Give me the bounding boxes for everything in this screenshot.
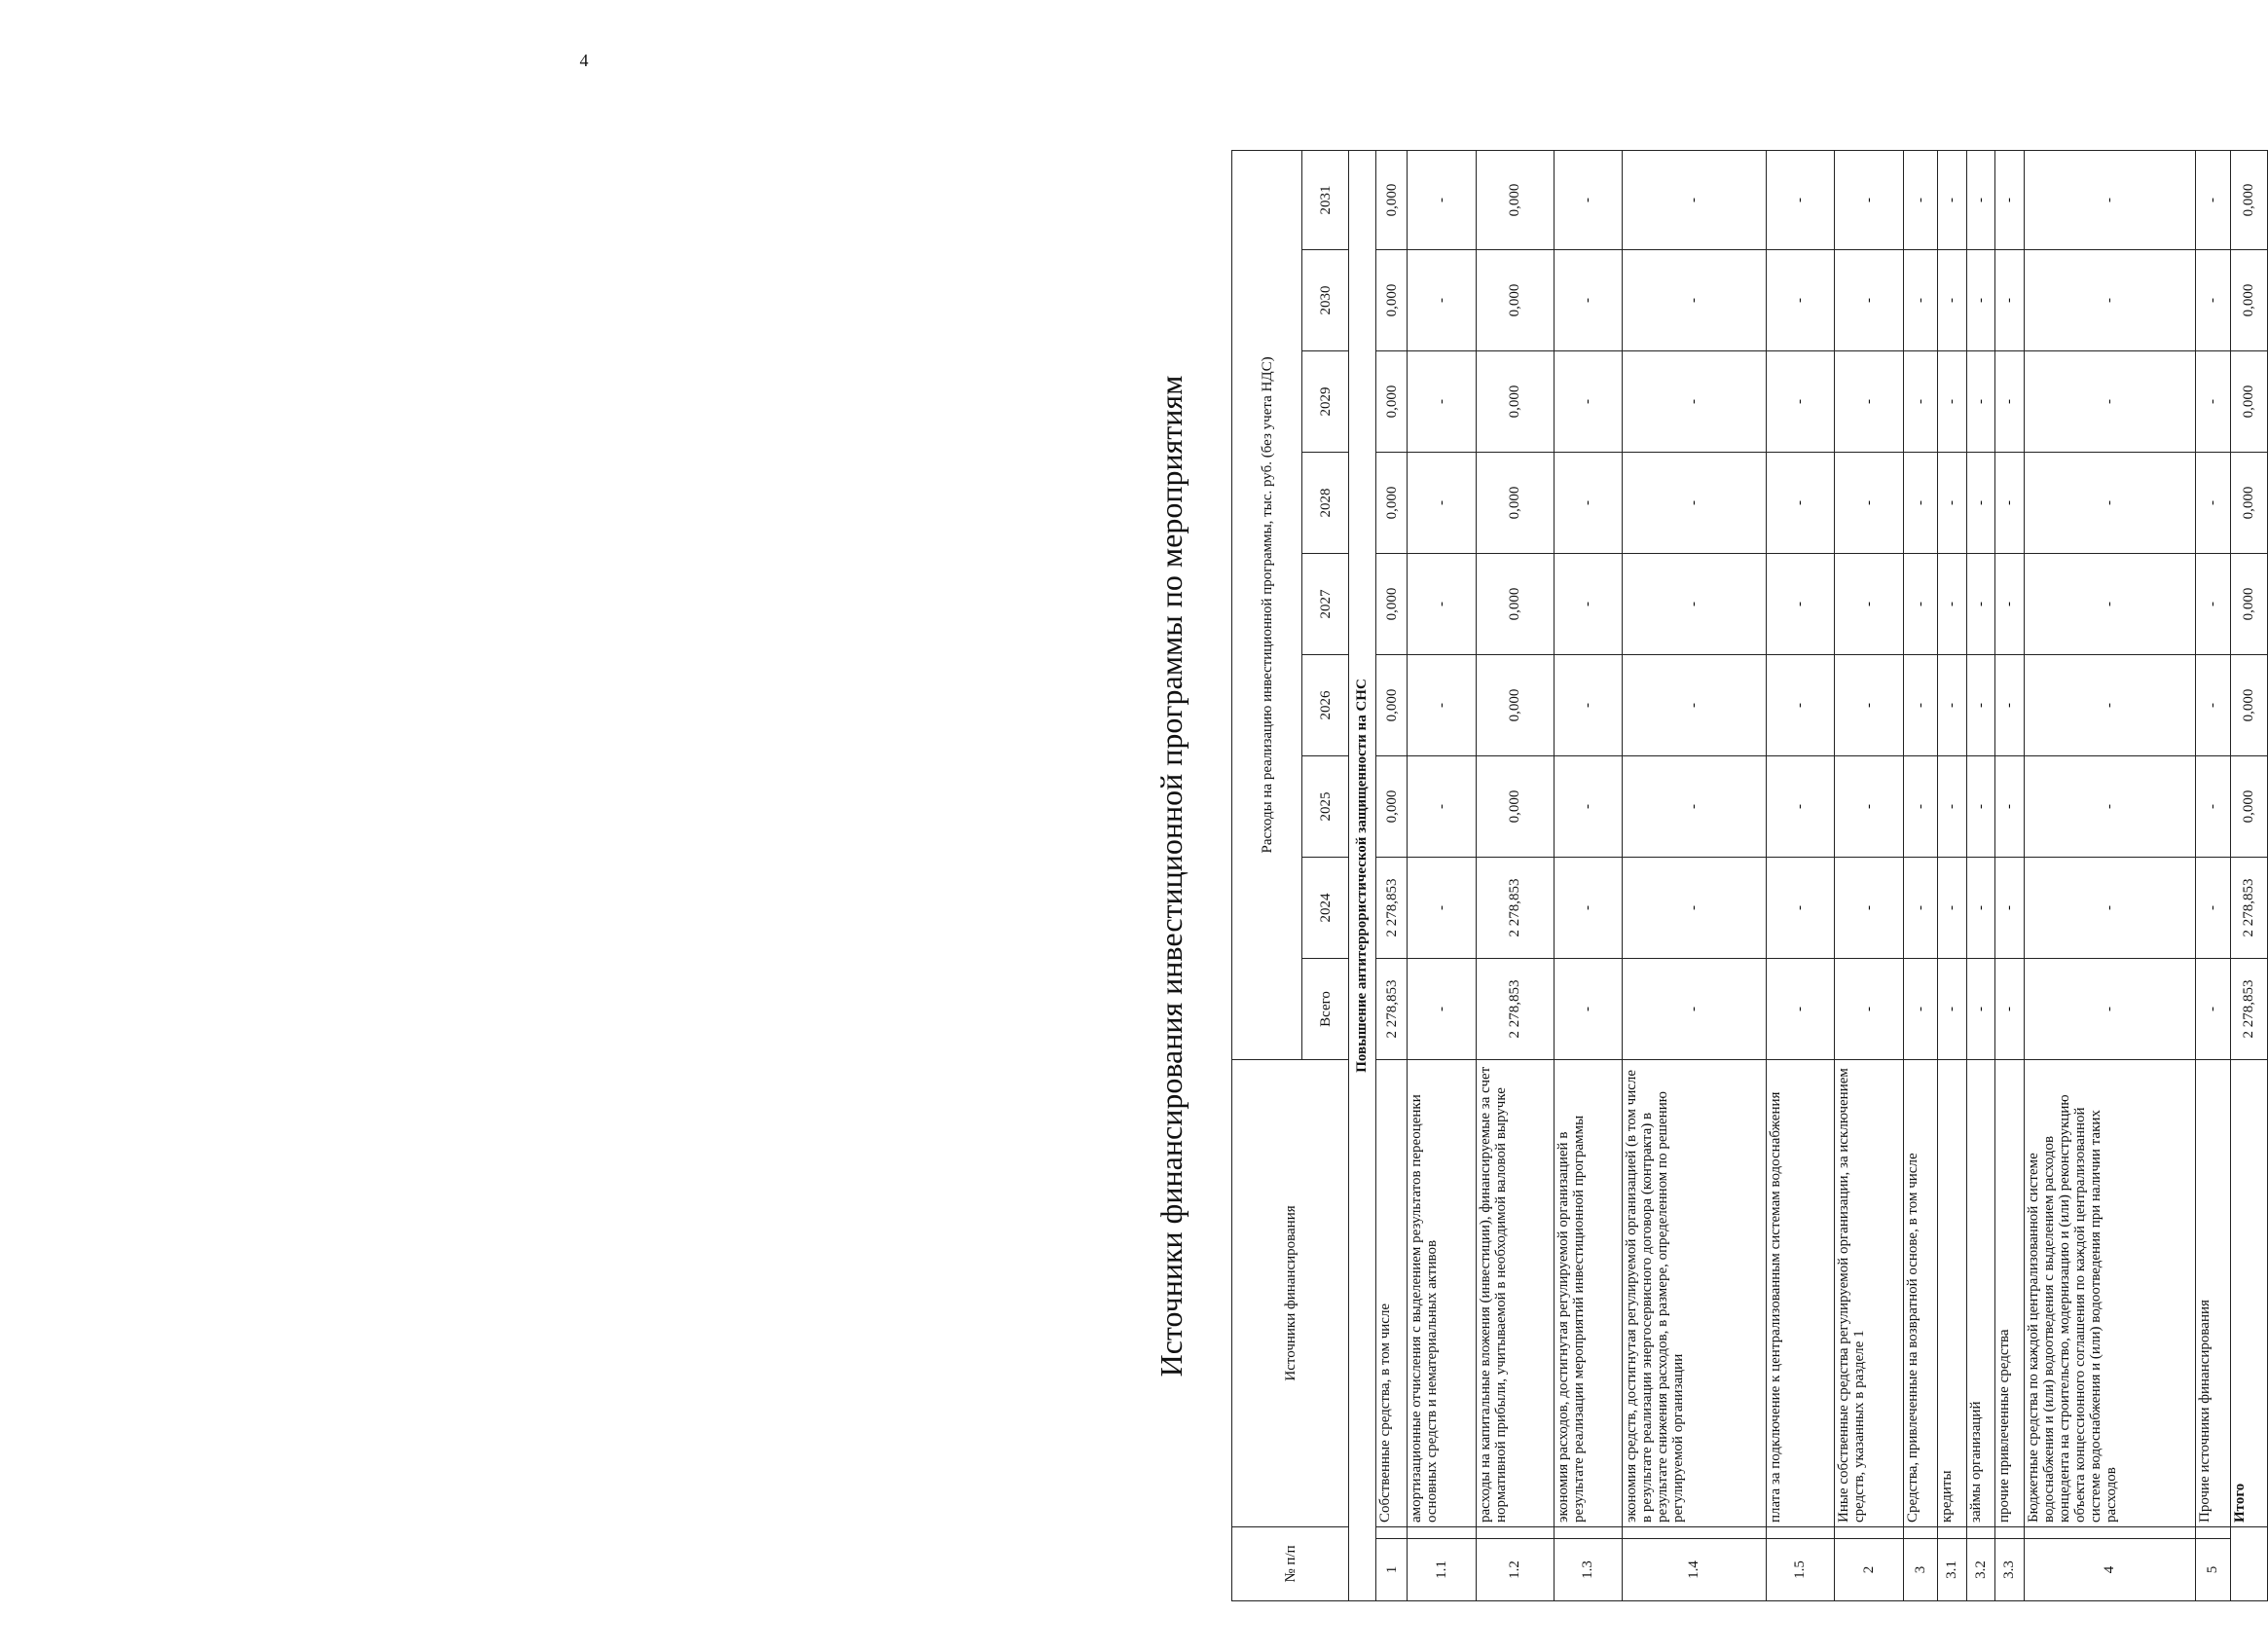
- value-cell: -: [1995, 958, 2024, 1059]
- value-cell: 2 278,853: [2230, 857, 2267, 958]
- value-cell: -: [1554, 452, 1623, 553]
- row-num-cell: 1.3: [1554, 1539, 1623, 1601]
- rotated-page-content: [1134, 151, 2268, 1601]
- header-col-2028: 2028: [1302, 452, 1349, 553]
- value-cell: 0,000: [1375, 249, 1407, 350]
- value-cell: 0,000: [1375, 350, 1407, 452]
- value-cell: -: [2196, 452, 2230, 553]
- value-cell: -: [1554, 150, 1623, 249]
- document-title: Источники финансирования инвестиционной программы по мероприятиям: [1153, 375, 1189, 1377]
- value-cell: -: [1835, 857, 1904, 958]
- value-cell: 0,000: [1375, 452, 1407, 553]
- row-stub-cell: [1375, 1526, 1407, 1538]
- header-expenses-group: Расходы на реализацию инвестиционной программы, тыс. руб. (без учета НДС): [1232, 150, 1302, 1059]
- value-cell: -: [2024, 150, 2196, 249]
- value-cell: -: [1995, 150, 2024, 249]
- value-cell: 0,000: [2230, 654, 2267, 755]
- value-cell: -: [1903, 150, 1937, 249]
- value-cell: -: [1623, 755, 1766, 857]
- value-cell: -: [1938, 857, 1966, 958]
- value-cell: -: [1623, 249, 1766, 350]
- header-col-total: Всего: [1302, 958, 1349, 1059]
- row-source-cell: Собственные средства, в том числе: [1375, 1059, 1407, 1526]
- value-cell: -: [1966, 755, 1994, 857]
- row-stub-cell: [1766, 1526, 1835, 1538]
- value-cell: -: [1766, 249, 1835, 350]
- value-cell: -: [1623, 452, 1766, 553]
- value-cell: -: [2024, 350, 2196, 452]
- row-num-cell: 1.5: [1766, 1539, 1835, 1601]
- value-cell: -: [1623, 553, 1766, 654]
- value-cell: -: [1938, 452, 1966, 553]
- value-cell: -: [2196, 958, 2230, 1059]
- value-cell: -: [1408, 654, 1477, 755]
- header-col-2024: 2024: [1302, 857, 1349, 958]
- header-num-col: № п/п: [1232, 1526, 1349, 1600]
- value-cell: -: [2196, 350, 2230, 452]
- table-row: [2024, 150, 2196, 1600]
- value-cell: -: [1938, 150, 1966, 249]
- value-cell: -: [1995, 553, 2024, 654]
- value-cell: -: [1938, 654, 1966, 755]
- value-cell: -: [1995, 249, 2024, 350]
- table-row: [1408, 150, 1477, 1600]
- header-source-col: Источники финансирования: [1232, 1059, 1349, 1526]
- value-cell: 0,000: [1477, 350, 1555, 452]
- value-cell: -: [2024, 755, 2196, 857]
- value-cell: -: [2196, 654, 2230, 755]
- value-cell: 2 278,853: [2230, 958, 2267, 1059]
- value-cell: 0,000: [1477, 249, 1555, 350]
- value-cell: -: [1408, 350, 1477, 452]
- value-cell: -: [1995, 857, 2024, 958]
- row-num-cell: 5: [2196, 1539, 2230, 1601]
- header-col-2025: 2025: [1302, 755, 1349, 857]
- value-cell: -: [1408, 958, 1477, 1059]
- value-cell: -: [1995, 350, 2024, 452]
- value-cell: 0,000: [2230, 553, 2267, 654]
- value-cell: -: [1554, 249, 1623, 350]
- value-cell: -: [1966, 857, 1994, 958]
- value-cell: -: [2196, 857, 2230, 958]
- header-col-2030: 2030: [1302, 249, 1349, 350]
- row-num-cell: 1: [1375, 1539, 1407, 1601]
- header-col-2029: 2029: [1302, 350, 1349, 452]
- table-row: [1835, 150, 1904, 1600]
- value-cell: -: [1554, 755, 1623, 857]
- row-stub-cell: [1477, 1526, 1555, 1538]
- row-source-cell: Средства, привлеченные на возвратной основе, в том числе: [1903, 1059, 1937, 1526]
- value-cell: -: [2024, 654, 2196, 755]
- value-cell: 0,000: [1477, 452, 1555, 553]
- section-title: Повышение антитеррористической защищенности на СНС: [1349, 150, 1376, 1600]
- value-cell: -: [1835, 249, 1904, 350]
- row-source-cell: расходы на капитальные вложения (инвестиции), финансируемые за счет нормативной прибыли, учитываемой в необходимой валовой выручке: [1477, 1059, 1555, 1526]
- value-cell: -: [1766, 150, 1835, 249]
- row-source-cell: Итого: [2230, 1059, 2267, 1526]
- value-cell: -: [1623, 150, 1766, 249]
- row-source-cell: прочие привлеченные средства: [1995, 1059, 2024, 1526]
- value-cell: -: [1903, 350, 1937, 452]
- value-cell: -: [1554, 350, 1623, 452]
- value-cell: -: [1903, 857, 1937, 958]
- value-cell: -: [1903, 755, 1937, 857]
- row-stub-cell: [1408, 1526, 1477, 1538]
- value-cell: -: [1995, 654, 2024, 755]
- row-stub-cell: [1623, 1526, 1766, 1538]
- value-cell: 0,000: [2230, 350, 2267, 452]
- value-cell: -: [1408, 249, 1477, 350]
- value-cell: -: [2196, 150, 2230, 249]
- table-row: [1375, 150, 1407, 1600]
- value-cell: 0,000: [1375, 150, 1407, 249]
- header-col-2027: 2027: [1302, 553, 1349, 654]
- value-cell: -: [1903, 553, 1937, 654]
- value-cell: 0,000: [1477, 654, 1555, 755]
- value-cell: -: [2024, 958, 2196, 1059]
- row-source-cell: кредиты: [1938, 1059, 1966, 1526]
- value-cell: 2 278,853: [1477, 958, 1555, 1059]
- value-cell: -: [1835, 452, 1904, 553]
- value-cell: 2 278,853: [1375, 857, 1407, 958]
- value-cell: -: [1903, 958, 1937, 1059]
- table-row: [1995, 150, 2024, 1600]
- value-cell: -: [1623, 857, 1766, 958]
- value-cell: -: [1835, 958, 1904, 1059]
- row-stub-cell: [1903, 1526, 1937, 1538]
- value-cell: -: [1903, 452, 1937, 553]
- row-num-cell: 1.4: [1623, 1539, 1766, 1601]
- value-cell: -: [1966, 654, 1994, 755]
- value-cell: -: [1903, 654, 1937, 755]
- value-cell: 2 278,853: [1375, 958, 1407, 1059]
- value-cell: 0,000: [1375, 553, 1407, 654]
- value-cell: -: [1835, 150, 1904, 249]
- page-number: 4: [579, 51, 589, 70]
- value-cell: -: [1766, 654, 1835, 755]
- table-row: [1938, 150, 1966, 1600]
- table-row: [2230, 150, 2267, 1600]
- row-source-cell: Бюджетные средства по каждой централизованной системе водоснабжения и (или) водоотведения с выделением расходов концедента на строительство, модернизацию и (или) реконструкцию объекта концессионного соглашения по каждой централизованной системе водоснабжения и (или) водоотведения при наличии таких расходов: [2024, 1059, 2196, 1526]
- row-num-cell: 3.3: [1995, 1539, 2024, 1601]
- row-num-cell: 3.1: [1938, 1539, 1966, 1601]
- value-cell: 0,000: [1375, 654, 1407, 755]
- row-num-cell: 3: [1903, 1539, 1937, 1601]
- value-cell: -: [1938, 553, 1966, 654]
- value-cell: -: [1766, 857, 1835, 958]
- value-cell: -: [2024, 553, 2196, 654]
- financing-sources-table: [1231, 150, 2268, 1601]
- value-cell: -: [1835, 350, 1904, 452]
- value-cell: -: [1554, 553, 1623, 654]
- value-cell: -: [1966, 452, 1994, 553]
- value-cell: 2 278,853: [1477, 857, 1555, 958]
- value-cell: -: [1966, 350, 1994, 452]
- value-cell: -: [2196, 553, 2230, 654]
- value-cell: -: [2024, 249, 2196, 350]
- value-cell: -: [1835, 654, 1904, 755]
- value-cell: -: [1408, 150, 1477, 249]
- value-cell: -: [1554, 958, 1623, 1059]
- value-cell: -: [1408, 857, 1477, 958]
- row-stub-cell: [2024, 1526, 2196, 1538]
- value-cell: 0,000: [2230, 452, 2267, 553]
- row-source-cell: амортизационные отчисления с выделением результатов переоценки основных средств и нематериальных активов: [1408, 1059, 1477, 1526]
- value-cell: -: [1766, 755, 1835, 857]
- value-cell: -: [1623, 958, 1766, 1059]
- value-cell: 0,000: [2230, 150, 2267, 249]
- value-cell: 0,000: [1477, 553, 1555, 654]
- value-cell: -: [1766, 553, 1835, 654]
- value-cell: 0,000: [2230, 755, 2267, 857]
- value-cell: -: [1766, 350, 1835, 452]
- table-row: [1477, 150, 1555, 1600]
- value-cell: -: [1766, 452, 1835, 553]
- row-source-cell: Прочие источники финансирования: [2196, 1059, 2230, 1526]
- value-cell: -: [1966, 150, 1994, 249]
- row-num-cell: 1.1: [1408, 1539, 1477, 1601]
- value-cell: -: [1938, 249, 1966, 350]
- value-cell: -: [1554, 857, 1623, 958]
- value-cell: -: [2196, 755, 2230, 857]
- row-num-cell: 2: [1835, 1539, 1904, 1601]
- row-stub-cell: [1995, 1526, 2024, 1538]
- row-stub-cell: [1835, 1526, 1904, 1538]
- value-cell: 0,000: [1375, 755, 1407, 857]
- row-source-cell: плата за подключение к централизованным системам водоснабжения: [1766, 1059, 1835, 1526]
- value-cell: -: [1995, 452, 2024, 553]
- value-cell: -: [1554, 654, 1623, 755]
- table-row: [1623, 150, 1766, 1600]
- row-stub-cell: [2196, 1526, 2230, 1538]
- value-cell: -: [1966, 958, 1994, 1059]
- value-cell: -: [1766, 958, 1835, 1059]
- value-cell: -: [1995, 755, 2024, 857]
- value-cell: -: [1835, 755, 1904, 857]
- value-cell: -: [1938, 350, 1966, 452]
- table-header-row-1: [1232, 150, 1302, 1600]
- table-row: [1966, 150, 1994, 1600]
- row-source-cell: Иные собственные средства регулируемой организации, за исключением средств, указанных в разделе 1: [1835, 1059, 1904, 1526]
- row-source-cell: займы организаций: [1966, 1059, 1994, 1526]
- row-num-cell: 1.2: [1477, 1539, 1555, 1601]
- value-cell: -: [1408, 755, 1477, 857]
- table-row: [1903, 150, 1937, 1600]
- table-row: [1766, 150, 1835, 1600]
- row-num-cell: 4: [2024, 1539, 2196, 1601]
- row-stub-cell: [1966, 1526, 1994, 1538]
- value-cell: -: [1623, 654, 1766, 755]
- value-cell: 0,000: [2230, 249, 2267, 350]
- value-cell: 0,000: [1477, 755, 1555, 857]
- value-cell: -: [1966, 249, 1994, 350]
- table-row: [1554, 150, 1623, 1600]
- section-title-row: [1349, 150, 1376, 1600]
- value-cell: -: [1835, 553, 1904, 654]
- value-cell: -: [2196, 249, 2230, 350]
- row-stub-cell: [1554, 1526, 1623, 1538]
- value-cell: -: [1623, 350, 1766, 452]
- value-cell: -: [1903, 249, 1937, 350]
- row-num-cell: [2230, 1526, 2267, 1600]
- header-col-2031: 2031: [1302, 150, 1349, 249]
- row-source-cell: экономия средств, достигнутая регулируемой организацией (в том числе в результате реализации энергосервисного договора (контракта) в результате снижения расходов, в размере, определенном по решению регулируемой организации: [1623, 1059, 1766, 1526]
- value-cell: -: [2024, 857, 2196, 958]
- header-col-2026: 2026: [1302, 654, 1349, 755]
- row-stub-cell: [1938, 1526, 1966, 1538]
- row-num-cell: 3.2: [1966, 1539, 1994, 1601]
- table-row: [2196, 150, 2230, 1600]
- value-cell: -: [2024, 452, 2196, 553]
- value-cell: -: [1938, 958, 1966, 1059]
- value-cell: -: [1408, 452, 1477, 553]
- value-cell: -: [1408, 553, 1477, 654]
- value-cell: -: [1938, 755, 1966, 857]
- row-source-cell: экономия расходов, достигнутая регулируемой организацией в результате реализации мероприятий инвестиционной программы: [1554, 1059, 1623, 1526]
- value-cell: -: [1966, 553, 1994, 654]
- value-cell: 0,000: [1477, 150, 1555, 249]
